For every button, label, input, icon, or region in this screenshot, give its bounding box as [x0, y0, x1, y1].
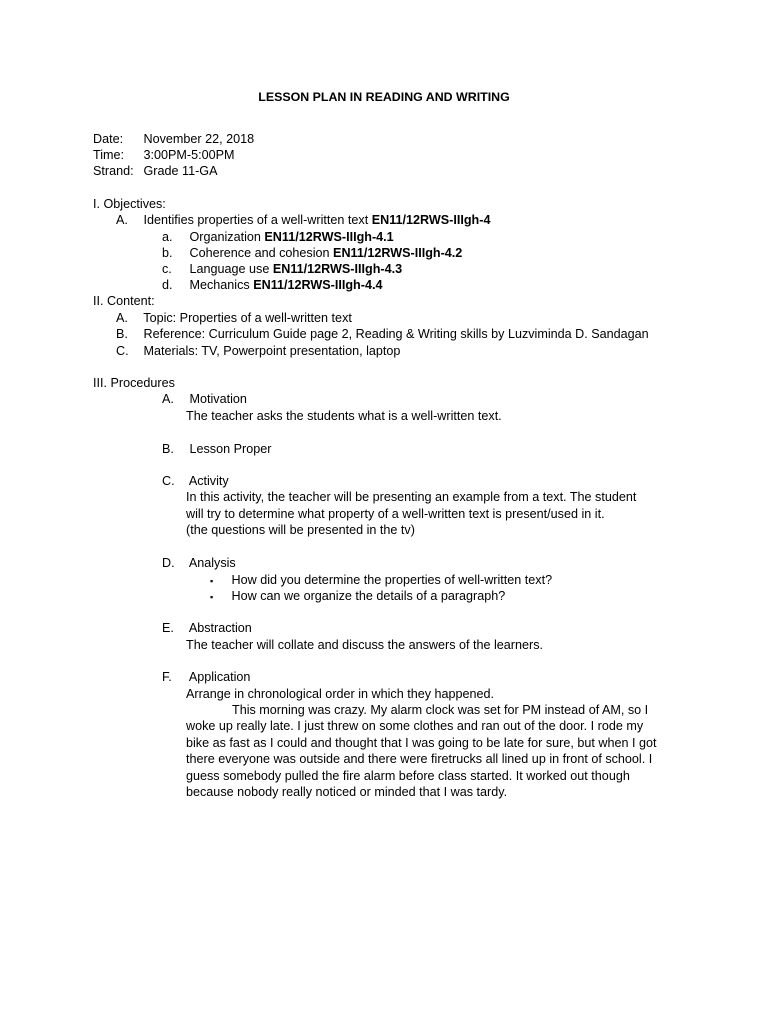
content-item-marker: B. [116, 327, 128, 341]
passage-line: bike as fast as I could and thought that I was going to be late for sure, but when I got [186, 736, 657, 750]
activity-title: Activity [188, 474, 229, 488]
content-item-marker: A. [116, 311, 128, 325]
time-label: Time: [93, 148, 125, 162]
objective-item-marker: d. [162, 278, 173, 292]
lesson-proper-title: Lesson Proper [189, 442, 272, 456]
document-title: LESSON PLAN IN READING AND WRITING [258, 90, 510, 104]
content-heading: II. Content: [93, 294, 155, 308]
analysis-question [210, 572, 552, 589]
content-item-text: Reference: Curriculum Guide page 2, Reading & Writing skills by Luzviminda D. Sandagan [143, 327, 649, 341]
application-title: Application [188, 670, 251, 684]
analysis-marker: D. [162, 556, 175, 570]
objective-item-code: EN11/12RWS-IIIgh-4.1 [264, 230, 394, 244]
objective-item-marker: c. [162, 262, 172, 276]
motivation-text: The teacher asks the students what is a well-written text. [186, 409, 502, 423]
objective-item-text: Language use [189, 262, 270, 276]
passage-line: there everyone was outside and there were firetrucks all lined up in front of school. I [186, 752, 653, 766]
date-label: Date: [93, 132, 124, 146]
activity-text-line: will try to determine what property of a well-written text is present/used in it. [186, 507, 605, 521]
strand-row [93, 163, 217, 179]
analysis-question-text: How did you determine the properties of well-written text? [231, 573, 553, 587]
passage-line: guess somebody pulled the fire alarm before class started. It worked out though [186, 769, 630, 783]
procedures-heading: III. Procedures [93, 376, 175, 390]
abstraction-heading [162, 620, 252, 636]
objective-item [162, 277, 382, 293]
objective-item-code: EN11/12RWS-IIIgh-4.2 [333, 246, 463, 260]
passage-line: This morning was crazy. My alarm clock was set for PM instead of AM, so I [232, 703, 649, 717]
content-item-text: Topic: Properties of a well-written text [143, 311, 352, 325]
abstraction-marker: E. [162, 621, 174, 635]
analysis-heading [162, 555, 236, 571]
objective-item-code: EN11/12RWS-IIIgh-4.3 [272, 262, 403, 276]
activity-heading [162, 473, 229, 489]
strand-value: Grade 11-GA [143, 164, 218, 178]
date-row [93, 131, 254, 147]
application-marker: F. [162, 670, 172, 684]
content-item-marker: C. [116, 344, 129, 358]
time-row [93, 147, 235, 163]
time-value: 3:00PM-5:00PM [143, 148, 235, 162]
objective-item-marker: a. [162, 230, 173, 244]
content-item [116, 326, 649, 342]
objective-item-text: Organization [189, 230, 261, 244]
content-item-text: Materials: TV, Powerpoint presentation, laptop [143, 344, 401, 358]
objective-item-marker: b. [162, 246, 173, 260]
abstraction-text: The teacher will collate and discuss the answers of the learners. [186, 638, 544, 652]
activity-text-line: (the questions will be presented in the tv) [186, 523, 415, 537]
content-item [116, 343, 400, 359]
passage-line: because nobody really noticed or minded that I was tardy. [186, 785, 508, 799]
motivation-heading [162, 391, 247, 407]
motivation-marker: A. [162, 392, 174, 406]
square-bullet-icon: ▪ [210, 576, 214, 586]
application-instruction: Arrange in chronological order in which they happened. [186, 687, 495, 701]
square-bullet-icon: ▪ [210, 592, 214, 602]
objective-item-text: Mechanics [189, 278, 250, 292]
objective-a-marker: A. [116, 213, 128, 227]
analysis-question [210, 588, 505, 605]
date-value: November 22, 2018 [143, 132, 255, 146]
analysis-question-text: How can we organize the details of a paragraph? [231, 589, 506, 603]
content-item [116, 310, 352, 326]
objective-a-text: Identifies properties of a well-written text [143, 213, 369, 227]
analysis-title: Analysis [188, 556, 236, 570]
objective-a-code: EN11/12RWS-IIIgh-4 [371, 213, 491, 227]
objectives-heading: I. Objectives: [93, 197, 166, 211]
lesson-proper-marker: B. [162, 442, 174, 456]
lesson-proper-heading [162, 441, 271, 457]
abstraction-title: Abstraction [188, 621, 252, 635]
objective-a [116, 212, 490, 228]
activity-text-line: In this activity, the teacher will be presenting an example from a text. The student [186, 490, 637, 504]
objective-item [162, 245, 462, 261]
strand-label: Strand: [93, 164, 134, 178]
activity-marker: C. [162, 474, 175, 488]
objective-item [162, 261, 402, 277]
motivation-title: Motivation [189, 392, 247, 406]
objective-item-code: EN11/12RWS-IIIgh-4.4 [253, 278, 383, 292]
passage-line: woke up really late. I just threw on some clothes and ran out of the door. I rode my [186, 719, 644, 733]
objective-item-text: Coherence and cohesion [189, 246, 330, 260]
objective-item [162, 229, 394, 245]
application-heading [162, 669, 250, 685]
